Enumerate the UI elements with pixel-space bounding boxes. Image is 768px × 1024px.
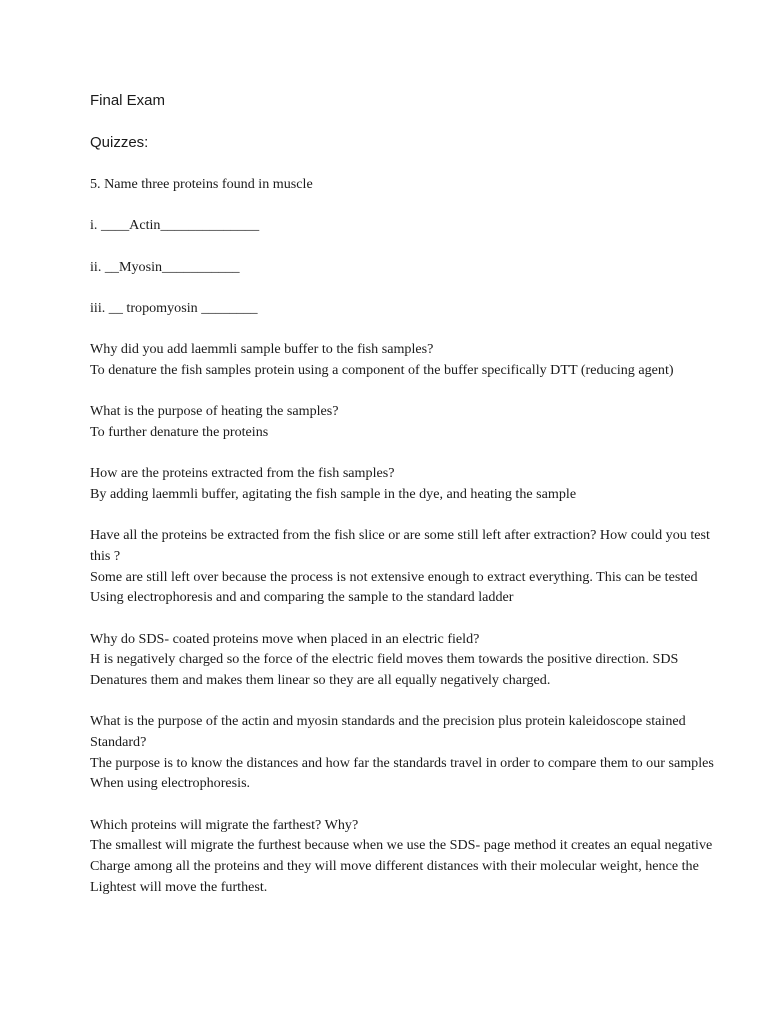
question-text: How are the proteins extracted from the fish samples? <box>90 465 395 482</box>
qa-block-4 <box>90 525 762 608</box>
question-text: What is the purpose of the actin and myosin standards and the precision plus protein kaleidoscope stained <box>90 713 686 730</box>
answer-item-3: iii. __ tropomyosin ________ <box>90 299 258 316</box>
answer-text: To denature the fish samples protein using a component of the buffer specifically DTT (reducing agent) <box>90 361 674 378</box>
answer-text: The smallest will migrate the furthest because when we use the SDS- page method it creates an equal negative <box>90 837 713 854</box>
answer-text-continued: Charge among all the proteins and they will move different distances with their molecular weight, hence the <box>90 858 699 875</box>
question-text-continued: this ? <box>90 547 121 564</box>
question-text: Why do SDS- coated proteins move when placed in an electric field? <box>90 630 480 647</box>
qa-block-7 <box>90 815 762 898</box>
answer-text-continued: Denatures them and makes them linear so they are all equally negatively charged. <box>90 672 551 688</box>
qa-block-1 <box>90 339 762 380</box>
question-5-prompt: 5. Name three proteins found in muscle <box>90 176 313 192</box>
qa-block-3 <box>90 463 762 504</box>
answer-text-continued: Using electrophoresis and and comparing the sample to the standard ladder <box>90 589 514 606</box>
section-heading-quizzes: Quizzes: <box>90 134 149 151</box>
qa-block-5 <box>90 629 762 691</box>
question-text-continued: Standard? <box>90 734 147 750</box>
document-title: Final Exam <box>90 92 166 109</box>
answer-text: H is negatively charged so the force of the electric field moves them towards the positive direction. SDS <box>90 651 679 668</box>
question-text: What is the purpose of heating the samples? <box>90 403 339 420</box>
question-text: Have all the proteins be extracted from the fish slice or are some still left after extraction? How could you test <box>90 527 710 544</box>
document-page <box>90 90 762 918</box>
question-text: Which proteins will migrate the farthest? Why? <box>90 816 359 833</box>
answer-text: Some are still left over because the process is not extensive enough to extract everything. This can be tested <box>90 568 698 585</box>
answer-item-1: i. ____Actin______________ <box>90 217 260 234</box>
answer-item-2: ii. __Myosin___________ <box>90 258 240 275</box>
answer-text-continued: Lightest will move the furthest. <box>90 878 268 895</box>
question-text: Why did you add laemmli sample buffer to the fish samples? <box>90 341 434 358</box>
answer-text: The purpose is to know the distances and how far the standards travel in order to compare them to our samples <box>90 754 714 771</box>
answer-text-continued: When using electrophoresis. <box>90 775 251 792</box>
qa-block-2 <box>90 401 762 442</box>
answer-text: To further denature the proteins <box>90 423 269 440</box>
qa-block-6 <box>90 711 762 794</box>
answer-text: By adding laemmli buffer, agitating the fish sample in the dye, and heating the sample <box>90 485 577 502</box>
